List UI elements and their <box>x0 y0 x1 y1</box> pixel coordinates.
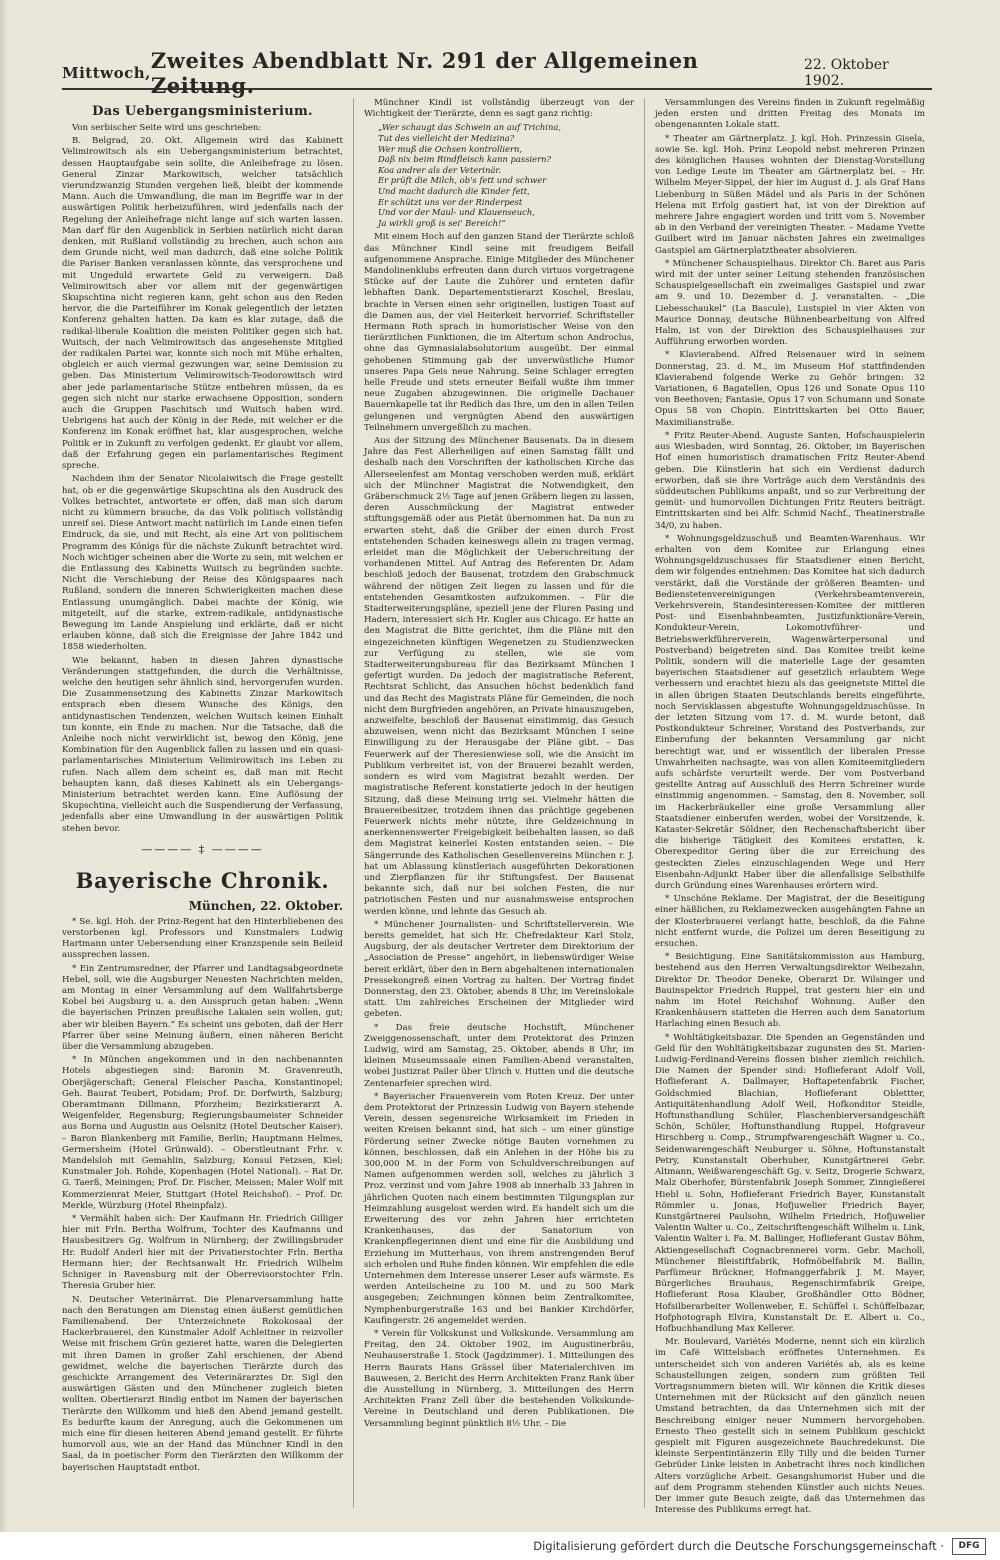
paragraph: * Verein für Volkskunst und Volkskunde. Versammlung am Freitag, den 24. Oktober 1902, im Augustinerbräu, Neuhauserstraße 1. Stock (Jagdzimmer). 1. Mitteilungen des Herrn Baurats Hans Grässel über Materialerchiven im Bauwesen, 2. Bericht des Herrn Architekten Franz Rank über die Ausstellung in Nürnberg, 3. Mitteilungen des Herrn Architekten Franz Zell über die bestehenden Volkskunde-Vereine in Deutschland und deren Publikationen. Die Versammlung beginnt pünktlich 8½ Uhr. – Die <box>364 1329 634 1429</box>
poem <box>378 122 634 228</box>
poem-line: Und macht dadurch die Kinder fett, <box>378 185 530 196</box>
poem-line: Tut des vielleicht der Medizina? <box>378 133 515 143</box>
column-3 <box>644 98 935 1516</box>
paragraph: * Das freie deutsche Hochstift, Münchener Zweiggenossenschaft, unter dem Protektorat des Prinzen Ludwig, wird am Samstag, 25. Oktober, abends 8 Uhr, im kleinen Museumssaale einen Familien-Abend veranstalten, wobei Justizrat Pailer über Ulrich v. Hutten und die deutsche Zentenarfeier sprechen wird. <box>364 1022 634 1089</box>
paragraph: * Bayerischer Frauenverein vom Roten Kreuz. Der unter dem Protektorat der Prinzessin Ludwig von Bayern stehende Verein, dessen segensreiche Wirksamkeit im Frieden in weiten Kreisen bekannt sind, hat sich – um einer günstige Förderung seiner Zwecke nötige Bauten vornehmen zu können, beschlossen, daß ein Anlehen in der Höhe bis zu 300,000 M. in der Form von Schuldverschreibungen auf Namen aufgenommen werden soll, welches zu jährlich 3 Proz. verzinst und vom Jahre 1908 ab innerhalb 33 Jahren in jährlichen Quoten nach einem bestimmten Tilgungsplan zur Heimzahlung ausgelost werden wird. Es handelt sich um die Erweiterung des vor zehn Jahren hier errichteten Krankenhauses, das der Sanatorium von Krankenpflegerinnen dient und eine für die Ausbildung und Erziehung im Mutterhaus, von ihrem anstrengenden Beruf sich erholen und Ruhe finden können. Wir empfehlen die edle Unternehmen dem Interesse unserer Leser aufs wärmste. Es werden Anteilscheine zu 100 M. und zu 500 Mark ausgegeben; Zeichnungen können beim Zentralkomitee, Nymphenburgerstraße 163 und bei Bankier Kirchdörfer, Kaufingerstr. 26 angemeldet werden. <box>364 1091 634 1326</box>
masthead-date: 22. Oktober 1902. <box>804 57 889 89</box>
paragraph: * Münchener Schauspielhaus. Direktor Ch. Baret aus Paris wird mit der unter seiner Leitung stehenden französischen Schauspielgesellschaft ein zweimaliges Gastspiel und zwar am 9. und 10. Dezember d. J. veranstalten. – „Die Liebesschaukel“ (La Bascule), Lustspiel in vier Akten von Maurice Donnay, deutsche Bühnenbearbeitung von Alfred Halm, ist von der Direktion des Schauspielhauses zur Aufführung erworben worden. <box>655 258 925 348</box>
page-fold-shadow <box>0 0 8 1532</box>
paragraph: * Wohnungsgeldzuschuß und Beamten-Warenhaus. Wir erhalten von dem Komitee zur Erlangung eines Wohnungsgeldzuschusses für Staatsdiener einen Bericht, dem wir folgendes entnehmen: Das Komitee hat sich dadurch verstärkt, daß die Vorstände der größeren Beamten- und Bedienstetenvereinigungen (Verkehrsbeamtenverein, Verkehrsverein, Standesinteressen-Komitee der mittleren Post- und Eisenbahnbeamten, Justizfunktionäre-Verein, Kondukteur-Verein, Lokomotivführer- und Betriebswerkführerverein, Wagenwärterpersonal und Postverband) beigetreten sind. Das Komitee treibt keine Politik, sondern will die materielle Lage der gesamten bayerischen Staatsdiener auf gesetzlich erlaubtem Wege verbessern und erachtet hiezu als das geeignetste Mittel die in allen übrigen Staaten Deutschlands bereits eingeführte, noch Servisklassen abgestufte Wohnungsgeldzuschüsse. In der letzten Sitzung vom 17. d. M. wurde betont, daß Postkondukteur Schreiner, Vorstand des Postverbands, zur Einberufung der bekannten Versammlung gar nicht berechtigt war, und er wissentlich der liberalen Presse Unwahrheiten nachsagte, was von allen Komiteemitgliedern aufs schärfste verurteilt werde. Der vom Postverband gestellte Antrag auf Ausschluß des Herrn Schreiner wurde einstimmig angenommen. – Samstag, den 8. November, soll im Hackerbräukeller eine große Versammlung aller Staatsdiener einberufen werden, wobei der Vorsitzende, k. Kataster-Sekretär Söldner, den Rechenschaftsbericht über die bisherige Tätigkeit des Komitees erstatten, k. Oberexpeditor Gering über die zur Erreichung des gesteckten Zieles einzuschlagenden Wege und Herr Eisenbahn-Adjunkt Haber über die allenfallsige Selbsthilfe durch Gründung eines Warenhauses erörtern wird. <box>655 533 925 892</box>
article-columns <box>62 98 936 1516</box>
paragraph: Von serbischer Seite wird uns geschrieben: <box>72 123 262 133</box>
poem-line: Koa andrer als der Veterinär. <box>378 164 502 175</box>
paragraph: Mit einem Hoch auf den ganzen Stand der Tierärzte schloß das Münchner Kindl seine mit freudigem Beifall aufgenommene Ansprache. Einige Mitglieder des Münchener Mandolinenklubs erfreuten dann durch virtuos vorgetragene Stücke auf der Laute die Zuhörer und ernteten dafür lebhaften Dank. Departementstierarzt Koschel, Breslau, brachte in Versen einen sehr originellen, lustigen Toast auf die Damen aus, der viel Heiterkeit hervorrief. Schriftsteller Hermann Roth sprach in humoristischer Weise von den tierärztlichen Funktionen, die im Altertum schon Androclus, ohne das Gymnasialabsolutorium ausgeübt. Der einmal gehobenen Stimmung gab der unverwüstliche Humor unseres Papa Geis neue Nahrung. Seine Schlager erregten helle Freude und stets erneuter Beifall wußte ihm immer neue Zugaben abzugewinnen. Die originelle Dachauer Bauernkapelle tat ihr Redlich das Ihre, um den in allen Teilen gelungenen und vergnügten Abend den auswärtigen Teilnehmern unvergeßlich zu machen. <box>364 232 634 433</box>
article-heading: Das Uebergangsministerium. <box>92 104 313 119</box>
poem-line: Er schützt uns vor der Rinderpest <box>378 196 523 207</box>
poem-line: Er prüft die Milch, ob's fett und schwer <box>378 175 547 186</box>
paragraph: * Theater am Gärtnerplatz. J. kgl. Hoh. Prinzessin Gisela, sowie Se. kgl. Hoh. Prinz Leopold nebst mehreren Prinzen des königlichen Hauses wohnten der Dienstag-Vorstellung von Ledige Leute im Theater am Gärtnerplatz bei. – Hr. Wilhelm Meyer-Sippel, der hier im August d. J. als Graf Hans Liebenburg in Süßen Mädel und als Paris in der Schönen Helena mit Erfolg gastiert hat, ist von der Direktion auf mehrere Jahre engagiert worden und tritt vom 5. November ab in den Verband der vereinigten Theater. – Madame Yvette Guilbert wird im Januar nächsten Jahres ein zweimaliges Gastspiel am Gärtnerplatztheater absolvieren. <box>655 133 925 256</box>
masthead <box>62 48 932 98</box>
paragraph: * Fritz Reuter-Abend. Auguste Santen, Hofschauspielerin aus Wiesbaden, wird Sonntag, 26. Oktober, im Bayerischen Hof einen humoristisch dramatischen Fritz Reuter-Abend geben. Die Künstlerin hat sich ein Verdienst dadurch erworben, daß sie ihre Vorträge auch dem Verständnis des süddeutschen Publikums anpaßt, und so zur Verbreitung der gemüt- und humorvollen Dichtungen Fritz Reuters beiträgt. Eintrittskarten sind bei Alfr. Schmid Nachf., Theatinerstraße 34/0, zu haben. <box>655 430 925 531</box>
footer-credit <box>0 1532 1000 1560</box>
column-1 <box>62 98 353 1508</box>
paragraph: * Münchener Journalisten- und Schriftstellerverein. Wie bereits gemeldet, hat sich Hr. Chefredakteur Karl Stolz, Augsburg, der als deutscher Vertreter dem Direktorium der „Association de Presse“ angehört, in liebenswürdiger Weise bereit erklärt, über den in Bern abgehaltenen internationalen Pressekongreß einen Vortrag zu halten. Der Vortrag findet Donnerstag, den 23. Oktober, abends 8 Uhr, im Vereinslokale statt. Um zahlreiches Erscheinen der Mitglieder wird gebeten. <box>364 919 634 1020</box>
poem-line: Ja wirkli groß is sei' Bereich!“ <box>378 217 506 228</box>
paragraph: * Besichtigung. Eine Sanitätskommission aus Hamburg, bestehend aus den Herren Verwaltungsdirektor Weibezahn, Direktor Dr. Theodor Deneke, Oberarzt Dr. Wilsinger und Bauinspektor Friedrich Ruppel, trat gestern hier ein und nahm im Hotel Reichshof Wohnung. Außer den Krankenhäusern statteten die Herren auch dem Sanatorium Harlaching einen Besuch ab. <box>655 952 925 1030</box>
footer-text: Digitalisierung gefördert durch die Deutsche Forschungsgemeinschaft · <box>533 1539 944 1553</box>
column-2 <box>353 98 644 1508</box>
paragraph: Mr. Boulevard, Variétés Moderne, nennt sich ein kürzlich im Café Wittelsbach eröffnetes Unternehmen. Es unterscheidet sich von anderen Variétés ab, als es keine Schaustellungen zeigen, sondern zum größten Teil Vortragsnummern bieten will. Wir können die Kritik dieses Unternehmen mit der Rücksicht auf den gänzlich neuen Umstand betrachten, da das Unternehmen sich mit der Beschreibung einiger neuer Nummern hervorgehoben. Ernesto Theo gestellt sich in seinem Publikum geschickt gespielt mit Figuren ausgezeichnete Bauchredekunst. Die kleinste Serpentintänzerin Elly Tilly und die beiden Turner Gebrüder Linke leisten in Anbetracht ihres noch kindlichen Alters vorzügliche Arbeit. Gesangshumorist Huber und die auf dem Programm stehenden Künstler auch nichts Neues. Der immer gute Besuch zeigte, daß das Unternehmen das Interesse des Publikums erregt hat. <box>655 1337 925 1516</box>
paragraph: * Vermählt haben sich: Der Kaufmann Hr. Friedrich Gilliger hier mit Frln. Bertha Wolfrum, Tochter des Kaufmanns und Hausbesitzers Gg. Wolfrum in Nürnberg; der Zwillingsbruder Hr. Rudolf Anderl hier mit der Privatierstochter Frln. Bertha Hermann hier; der Rechtsanwalt Hr. Friedrich Wilhelm Schniger in Ravensburg mit der Oberrevisorstochter Frln. Theresia Gruber hier. <box>62 1214 343 1292</box>
paragraph: Nachdem ihm der Senator Nicolaiwitsch die Frage gestellt hat, ob er die gegenwärtige Skupschtina als den Ausdruck des Volkes betrachtet, antwortete er offen, daß man sich darum nicht zu kümmern brauche, da das Volk politisch vollständig unreif sei. Diese Antwort macht natürlich im Lande einen tiefen Eindruck, da sie, und mit Recht, als eine Art von politischem Programm des Königs für die nächste Zukunft betrachtet wird. Noch wichtiger scheinen aber die Worte zu sein, mit welchen er die Entlassung des Kabinetts Wuitsch zu begründen suchte. Nicht die Verschiebung der Reise des Königspaares nach Rußland, sondern die inneren Schwierigkeiten machen diese Entlassung unumgänglich. Dabei machte der König, wie mitgeteilt, auf die starke, extrem-radikale, antidynastische Bewegung im Lande Anspielung und erklärte, daß er nicht erlauben könne, daß sich die Ereignisse der Jahre 1842 und 1858 wiederholten. <box>62 474 343 653</box>
paragraph: N. Deutscher Veterinärrat. Die Plenarversammlung hatte nach den Beratungen am Dienstag einen äußerst gemütlichen Familienabend. Der Unterzeichnete Rokokosaal der Hackerbrauerei, den Kunstmaler Adolf Achleitner in reizvoller Weise mit frischem Grün gezieret hatte, waren die Delegierten mit ihren Damen in großer Zahl erschienen, der Abend gewidmet, welche die bayerischen Tierärzte durch das geschickte Arrangement des Veterinärarztes Dr. Sigl den auswärtigen Gästen und den Münchener zugleich bieten wollten. Obertierarzt Bindig entbot im Namen der bayerischen Tierärzte den Willkomm und hieß den Abend jemand gestellt. Es bedurfte kaum der Anregung, auch die Gekommenen um mich eine für diesen heiteren Abend jemand gestellt. Er führte humorvoll aus, wie an der Hand das Münchner Kindl in den Saal, da in poetischer Form den Tierärzten den Willkomm der bayerischen Hauptstadt entbot. <box>62 1294 343 1473</box>
section-separator: ———— ‡ ———— <box>141 842 264 856</box>
paragraph: * Unschöne Reklame. Der Magistrat, der die Beseitigung einer häßlichen, zu Reklamezwecken ausgehängten Fahne an der Klosterbrauerei verlangt hatte, beschloß, da die Fahne nicht entfernt wurde, die Polizei um deren Beseitigung zu ersuchen. <box>655 894 925 950</box>
dfg-logo[interactable]: DFG <box>952 1538 986 1555</box>
paragraph: * Se. kgl. Hoh. der Prinz-Regent hat den Hinterbliebenen des verstorbenen kgl. Professors und Kunstmalers Ludwig Hartmann unter Uebersendung einer Kranzspende sein Beileid aussprechen lassen. <box>62 916 343 961</box>
paragraph: Wie bekannt, haben in diesen Jahren dynastische Veränderungen stattgefunden, die durch die Verhältnisse, welche den heutigen sehr ähnlich sind, hervorgerufen wurden. Die Zusammensetzung des Kabinetts Zinzar Markowitsch entsprach eben diesem Wunsche des Königs, den antidynastischen Tendenzen, welchen Wuitsch keinen Einhalt tun konnte, ein Ende zu machen. Nur die Tatsache, daß die Anleihe noch nicht verwirklicht ist, bewog den König, jene Kombination für den Augenblick fallen zu lassen und ein quasi-parlamentarisches Ministerium Velimirowitsch ins Leben zu rufen. Nach allem dem scheint es, daß man mit Recht behaupten kann, daß dieses Kabinett als ein Uebergangs-Ministerium betrachtet werden kann. Eine Auflösung der Skupschtina, vielleicht auch die Suspendierung der Verfassung, jedenfalls aber eine Umwandlung in der auswärtigen Politik stehen bevor. <box>62 655 343 834</box>
paragraph: Versammlungen des Vereins finden in Zukunft regelmäßig jeden ersten und dritten Freitag des Monats im obengenannten Lokale statt. <box>655 98 925 131</box>
paragraph: Aus der Sitzung des Münchener Bausenats. Da in diesem Jahre das Fest Allerheiligen auf einen Samstag fällt und deshalb nach den Vorschriften der katholischen Kirche das Allerseelenfest am Montag verschoben werden muß, erklärt sich der Münchner Magistrat die Notwendigkeit, den Gräberschmuck 2½ Tage auf jenen Gräbern liegen zu lassen, deren Ausschmückung der Magistrat entweder stiftungsgemäß oder aus Pietät übernommen hat. Da nun zu erwarten steht, daß die Gräber der einen durch Frost entstehenden Schaden keineswegs allein zu tragen vermag, erleidet man die Möglichkeit der Ueberschreitung der vorhandenen Mittel. Auf Antrag des Referenten Dr. Adam beschloß jedoch der Bausenat, trotzdem den Grabschmuck während der nötigen Zeit liegen zu lassen und für die entstehenden Gesamtkosten aufzukommen. – Für die Stadterweiterungspläne, speziell jene der Fluren Pasing und Hadern, interessiert sich Hr. Kugler aus Chicago. Er hatte an den Magistrat die Bitte gerichtet, ihm die Pläne mit den eingezeichneten künftigen Wegenetzen zu Studienzwecken zur Verfügung zu stellen, wie sie vom Stadterweiterungsbureau für das Bezirksamt München I gefertigt wurden. Da jedoch der magistratische Referent, Rechtsrat Schlicht, das Ansuchen höchst bedenklich fand und das Recht des Magistrats Pläne für Gemeinden, die noch nicht dem Burgfrieden angehören, an Private hinauszugeben, anzweifelte, beschloß der Bausenat einstimmig, das Gesuch abzuweisen, wenn nicht das Bezirksamt München I seine Einwilligung zu der Herausgabe der Pläne gibt. – Das Feuerwerk auf der Theresienwiese soll, wie die Ansicht im Publikum verbreitet ist, von der Brauerei bezahlt werden, sondern es wird vom Magistrat bezahlt werden. Der magistratische Referent konstatierte jedoch in der heutigen Sitzung, daß diese Meinung irrig sei. Vielmehr hätten die Brauereibesitzer, trotzdem ihnen das prächtige gegebenen Feuerwerk nichts mehr nützte, ihre Geldzeichnung in anerkennenswerter Freigebigkeit beibehalten lassen, so daß dem Magistrat keinerlei Kosten entstanden seien. – Die Sängerrunde des Katholischen Gesellenvereins München r. J. hat um Ablassung künstlerisch ausgeführten Dekorationen und Zierpflanzen für ihr Stiftungsfest. Der Bausenat bekannte sich, daß nur bei solchen Festen, die nur patriotischen Festen und nur ausnahmsweise entsprochen werden könne, und lehnte das Gesuch ab. <box>364 436 634 917</box>
masthead-title: Zweites Abendblatt Nr. 291 der Allgemeinen Zeitung. <box>150 48 699 98</box>
masthead-day: Mittwoch, <box>62 64 151 82</box>
paragraph: Münchner Kindl ist vollständig überzeugt von der Wichtigkeit der Tierärzte, denn es sagt ganz richtig: <box>364 98 634 120</box>
paragraph: * Klavierabend. Alfred Reisenauer wird in seinem Donnerstag, 23. d. M., im Museum Hof stattfindenden Klavierabend folgende Werke zu Gehör bringen: 32 Variationen, 6 Bagatellen, Opus 126 und Sonate Opus 110 von Beethoven; Fantasie, Opus 17 von Schumann und Sonate Opus 58 von Chopin. Eintrittskarten bei Otto Bauer, Maximilianstraße. <box>655 350 925 428</box>
dateline: München, 22. Oktober. <box>188 898 343 913</box>
paragraph: B. Belgrad, 20. Okt. Allgemein wird das Kabinett Velimirowitsch als ein Uebergangsministerium betrachtet, dessen Hauptaufgabe sein sollte, die Anleihefrage zu lösen. General Zinzar Markowitsch, welcher tatsächlich vierundzwanzig Stunden vergehen ließ, bleibt der kommende Mann. Auch die Umwandlung, die man im Begriffe war in der auswärtigen Politik herbeizuführen, wird jedenfalls nach der Regelung der Anleihefrage nicht lange auf sich warten lassen. Man darf für den Augenblick in Serbien natürlich nicht daran denken, mit Rußland vollständig zu brechen, auch schon aus dem Grunde nicht, weil man dadurch, daß eine solche Politik die Pariser Banken veranlassen könnte, das versprochene und mit Ungeduld erwartete Geld zu verweigern. Daß Velimirowitsch aber vor allem mit der gegenwärtigen Skupschtina nicht regieren kann, geht schon aus den Reden hervor, die die Parteiführer im Konak gelegentlich der letzten Konferenz gehalten hatten. Da kam es klar zutage, daß die radikal-liberale Koalition die meisten Politiker gegen sich hat. Wuitsch, der nach Velimirowitsch das angesehenste Mitglied der radikalen Partei war, konnte sich noch mit Mühe erhalten, obgleich er auch viermal gezwungen war, seine Demission zu geben. Das Ministerium Velimirowitsch-Teodorowitsch wird aber jede parlamentarische Stütze entbehren müssen, da es gegen sich nicht nur starke erwachsene Opposition, sondern auch die Gruppen Paschitsch und Wuitsch haben wird. Uebrigens hat auch der König in der Rede, mit welcher er die Konferenz im Konak eröffnet hat, klar ausgesprochen, welche Politik er in Zukunft zu verfolgen gedenkt. Er glaubt vor allem, daß der Erfahrung gegen ein parlamentarisches Regiment spreche. <box>62 136 343 472</box>
section-heading: Bayerische Chronik. <box>75 867 330 893</box>
poem-line: Und vor der Maul- und Klauenseuch, <box>378 207 535 218</box>
paragraph: * In München angekommen und in den nachbenannten Hotels abgestiegen sind: Baronin M. Gravenreuth, Oberjägerschaft; General Fleischer Pascha, Konstantinopel; Geh. Baurat Teubert, Potsdam; Prof. Dr. Dorfwirth, Salzburg; Oberamtmann Dillmann, Pforzheim; Bezirkstierarzt A. Weigenfelder, Regensburg; Regierungsbaumeister Schneider aus Borna und Augustin aus Oelsnitz (Hotel Deutscher Kaiser). – Baron Blankenberg mit Familie, Berlin; Hauptmann Helmes, Germersheim (Hotel Grünwald). – Oberstleutnant Frhr. v. Mandelsloh mit Gemahlin, Salzburg; Konsul Fetzsen, Kiel; Kunstmaler Joh. Rohde, Kopenhagen (Hotel National). – Rat Dr. G. Taerß, Meiningen; Prof. Dr. Fischer, Meissen; Maler Wolf mit Kommerzienrat Meier, Stuttgart (Hotel Reichshof). – Prof. Dr. Merkle, Würzburg (Hotel Rheinpfalz). <box>62 1055 343 1211</box>
poem-line: „Wer schaugt das Schwein an auf Trichina, <box>378 122 562 133</box>
paragraph: * Wohltätigkeitsbazar. Die Spenden an Gegenständen und Geld für den Wohltätigkeitsbazar zugunsten des St. Marien-Ludwig-Ferdinand-Vereins flossen bisher ziemlich reichlich. Die Namen der Spender sind: Hoflieferant Adolf Voll, Hoflieferant A. Dallmayer, Hoftapetenfabrik Fischer, Goldschmied Blachian, Hoflieferant Oblettter, Antiquitätenhandlung Adolf Weil, Hofkonditor Steidle, Hoftunsthandlung Schüler, Flaschenbierversandgeschäft Schön, Schüler, Hoftunsthandlung Ruppel, Hofgraveur Hirschberg u. Comp., Strumpfwarengeschäft Wagner u. Co., Seidenwarengeschäft Neuburger u. Söhne, Hoftunstanstalt Petry, Kunstanstalt Oberhuber, Kunstgärtnerei Gebr. Altmann, Weißwarengeschäft Gg. v. Seitz, Drogerie Schwarz, Malz Oberhofer, Bürstenfabrik Joseph Sommer, Zinngießerei Hiebl u. Sohn, Hoflieferant Friedrich Bayer, Kunstanstalt Römmler u. Jonas, Hofjuwelier Friedrich Bayer, Kunstgärtnerei Paulsohn, Wilhelm Friedrich, Hofjuwelier Valentin Walter u. Co., Zeitschriftengeschäft Wilhelm u. Link, Valentin Walter i. Fa. M. Ballinger, Hoflieferant Gustav Böhm, Aktiengesellschaft Cognacbrennerei vorm. Gebr. Macholl, Münchener Bleistiftfabrik, Hofmöbelfabrik M. Ballin, Parfümeur Brückner, Hofmanggerfabrik J. M. Mayer, Bürgerliches Brauhaus, Regenschirmfabrik Greipe, Hoflieferant Rosa Klauber, Großhändler Otto Bödner, Hofsilberarbeiter Wollenweber, E. Schüffel i. Schüffelbazar, Hofphotograph Elvira, Kunstanstalt Dr. E. Albert u. Co., Hofbuchhandlung Max Kellerer. <box>655 1032 925 1334</box>
paragraph: * Ein Zentrumsredner, der Pfarrer und Landtagsabgeordnete Hebel, soll, wie die Augsburger Neuesten Nachrichten melden, am Montag in einer Versammlung auf dem Wallfahrtsberge Kobel bei Augsburg u. a. den Ausspruch getan haben: „Wenn die bayerischen Prinzen preußische Lakaien sein wollen, gut; aber wir bleiben Bayern.“ Es scheint uns geboten, daß der Herr Pfarrer über seine Meinung äußern, einen näheren Bericht über die Versammlung abzugeben. <box>62 963 343 1053</box>
poem-line: Wer muß die Ochsen kontrolliern, <box>378 143 523 154</box>
poem-line: Daß nix beim Rindfleisch kann passiern? <box>378 154 552 165</box>
